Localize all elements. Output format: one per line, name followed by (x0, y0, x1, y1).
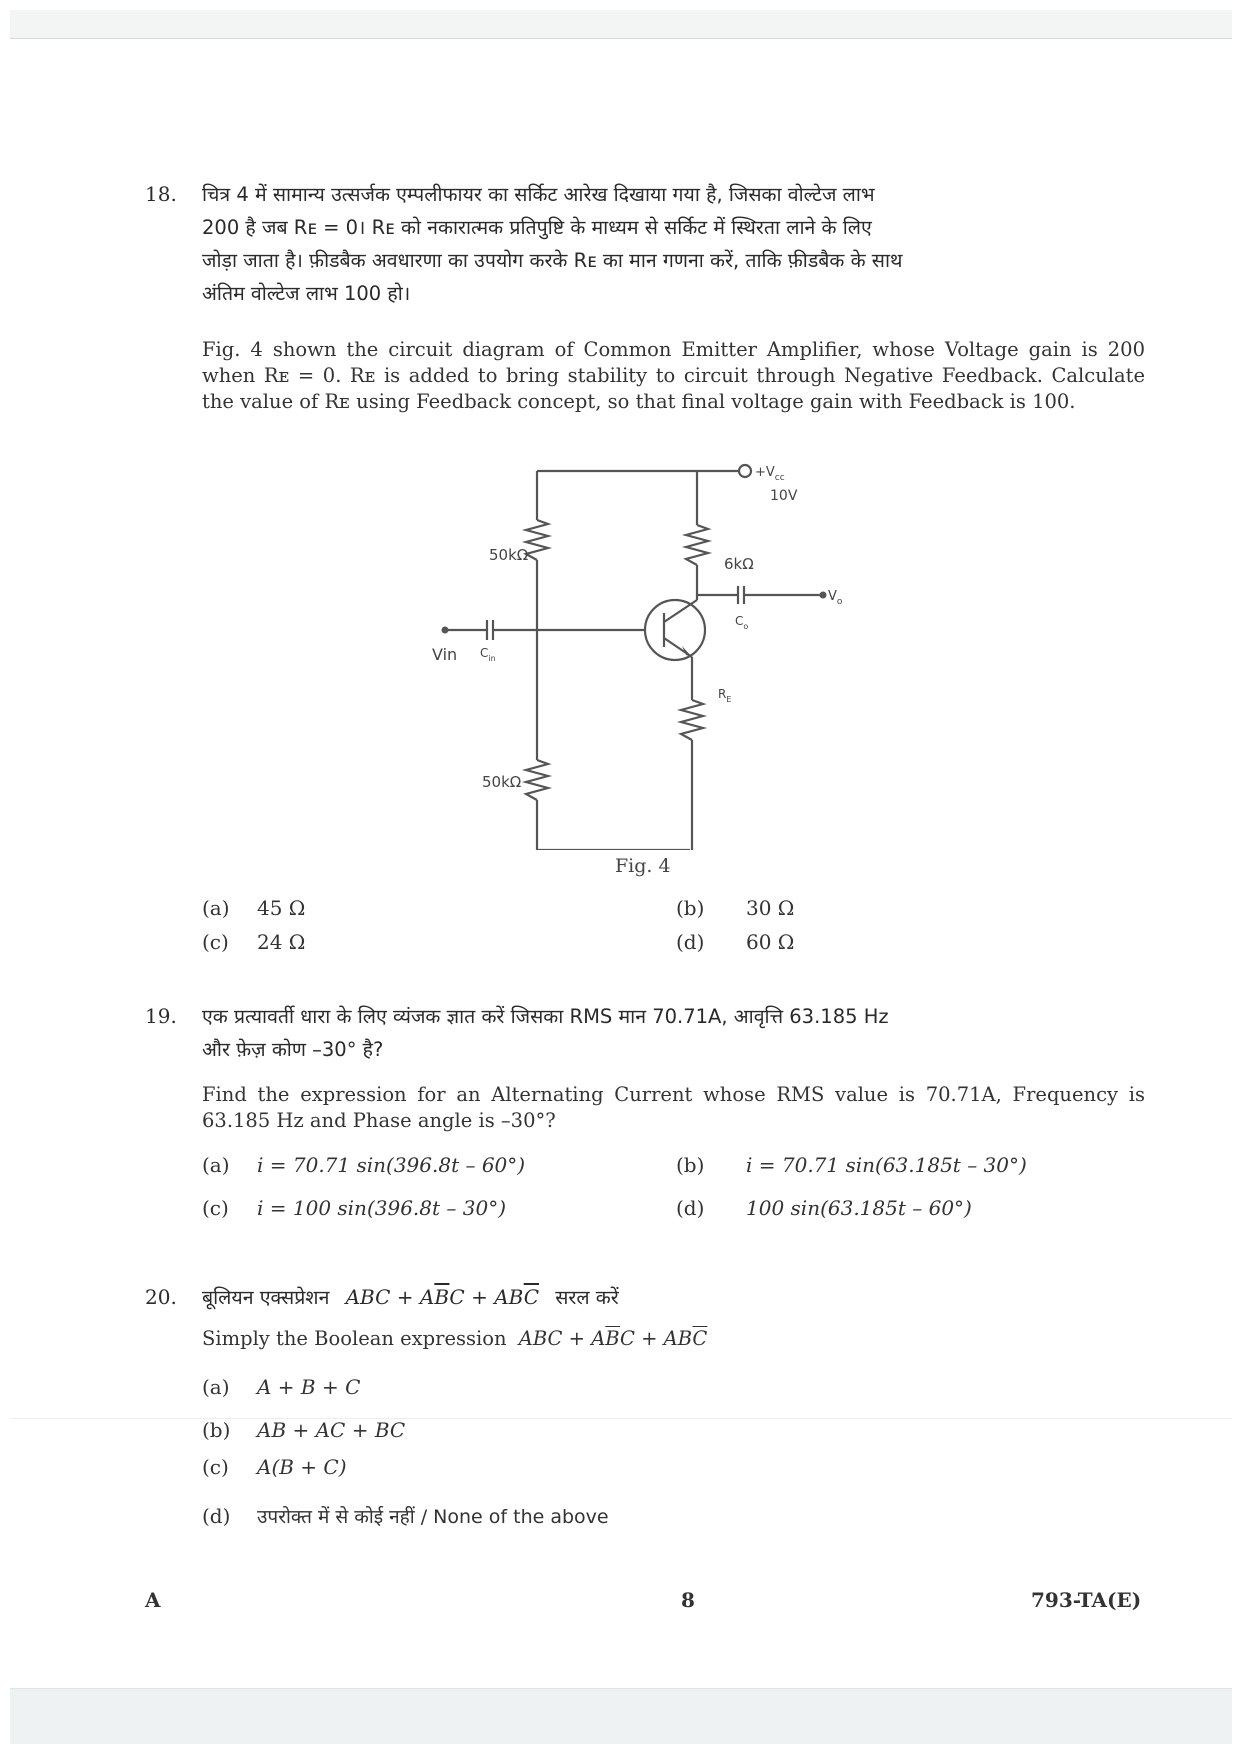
question-number: 20. (145, 1285, 177, 1309)
hindi-line: अंतिम वोल्टेज लाभ 100 हो। (202, 282, 411, 305)
option-a[interactable]: (a) i = 70.71 sin(396.8t – 60°) (202, 1153, 526, 1177)
vo-label: $V_o$ (828, 589, 843, 607)
option-d[interactable]: (d) 60 Ω (676, 930, 795, 954)
cin-label: $C_{in}$ (480, 646, 496, 663)
option-d[interactable]: (d) उपरोक्त में से कोई नहीं / None of the above (202, 1504, 609, 1528)
figure-caption: Fig. 4 (615, 855, 671, 877)
question-english-text: Find the expression for an Alternating Current whose RMS value is 70.71A, Frequency is 63.185 Hz and Phase angle is –30°? (202, 1083, 1145, 1132)
option-b[interactable]: (b) 30 Ω (676, 896, 795, 920)
page-number: 8 (681, 1588, 695, 1612)
question-hindi-text (202, 178, 1145, 310)
hindi-line: चित्र 4 में सामान्य उत्सर्जक एम्पलीफायर का सर्किट आरेख दिखाया गया है, जिसका वोल्टेज लाभ (202, 183, 875, 206)
option-c[interactable]: (c) A(B + C) (202, 1455, 347, 1479)
vin-label: Vin (432, 645, 458, 664)
question-hindi-text: बूलियन एक्सप्रेशन ABC + $A\overline{B}C + AB\overline{C}$ सरल करें (202, 1285, 619, 1309)
r1-label: 50kΩ (489, 546, 529, 564)
scan-artifact-line (10, 1418, 1232, 1419)
scan-edge-bottom (10, 1688, 1232, 1744)
rc-label: 6kΩ (724, 555, 754, 573)
question-number: 18. (145, 182, 177, 206)
hindi-line: एक प्रत्यावर्ती धारा के लिए व्यंजक ज्ञात करें जिसका RMS मान 70.71A, आवृत्ति 63.185 Hz (202, 1005, 889, 1028)
option-c[interactable]: (c) i = 100 sin(396.8t – 30°) (202, 1196, 507, 1220)
option-b[interactable]: (b) AB + AC + BC (202, 1418, 406, 1442)
scan-edge-top (10, 10, 1232, 39)
re-label: $R_E$ (718, 687, 732, 704)
boolean-expression: ABC + $A\overline{B}C + AB\overline{C}$ (345, 1285, 540, 1309)
series-label: A (145, 1588, 161, 1612)
option-a[interactable]: (a) A + B + C (202, 1375, 361, 1399)
vcc-label: $+V_{cc}$ (755, 465, 785, 483)
hindi-line: और फ़ेज़ कोण –30° है? (202, 1038, 384, 1061)
boolean-expression: ABC + $A\overline{B}C + AB\overline{C}$ (518, 1327, 708, 1350)
r2-label: 50kΩ (482, 773, 522, 791)
hindi-line: 200 है जब Rᴇ = 0। Rᴇ को नकारात्मक प्रतिपुष्टि के माध्यम से सर्किट में स्थिरता लाने के लिए (202, 216, 872, 239)
question-english-text: Fig. 4 shown the circuit diagram of Common Emitter Amplifier, whose Voltage gain is 200 when Rᴇ = 0. Rᴇ is added to bring stability to circuit through Negative Feedback. Calculate the value of Rᴇ using Feedback concept, so that final voltage gain with Feedback is 100. (202, 338, 1145, 413)
co-label: $C_o$ (735, 614, 749, 631)
option-a[interactable]: (a) 45 Ω (202, 896, 306, 920)
option-b[interactable]: (b) i = 70.71 sin(63.185t – 30°) (676, 1153, 1027, 1177)
vcc-value-label: 10V (770, 488, 798, 504)
question-english-text: Simply the Boolean expression ABC + $A\overline{B}C + AB\overline{C}$ (202, 1327, 708, 1350)
paper-code: 793-TA(E) (1031, 1588, 1142, 1612)
option-c[interactable]: (c) 24 Ω (202, 930, 306, 954)
circuit-diagram (420, 450, 860, 850)
option-d[interactable]: (d) 100 sin(63.185t – 60°) (676, 1196, 972, 1220)
question-hindi-text (202, 1000, 1145, 1066)
question-number: 19. (145, 1004, 177, 1028)
hindi-line: जोड़ा जाता है। फ़ीडबैक अवधारणा का उपयोग करके Rᴇ का मान गणना करें, ताकि फ़ीडबैक के साथ (202, 249, 903, 272)
